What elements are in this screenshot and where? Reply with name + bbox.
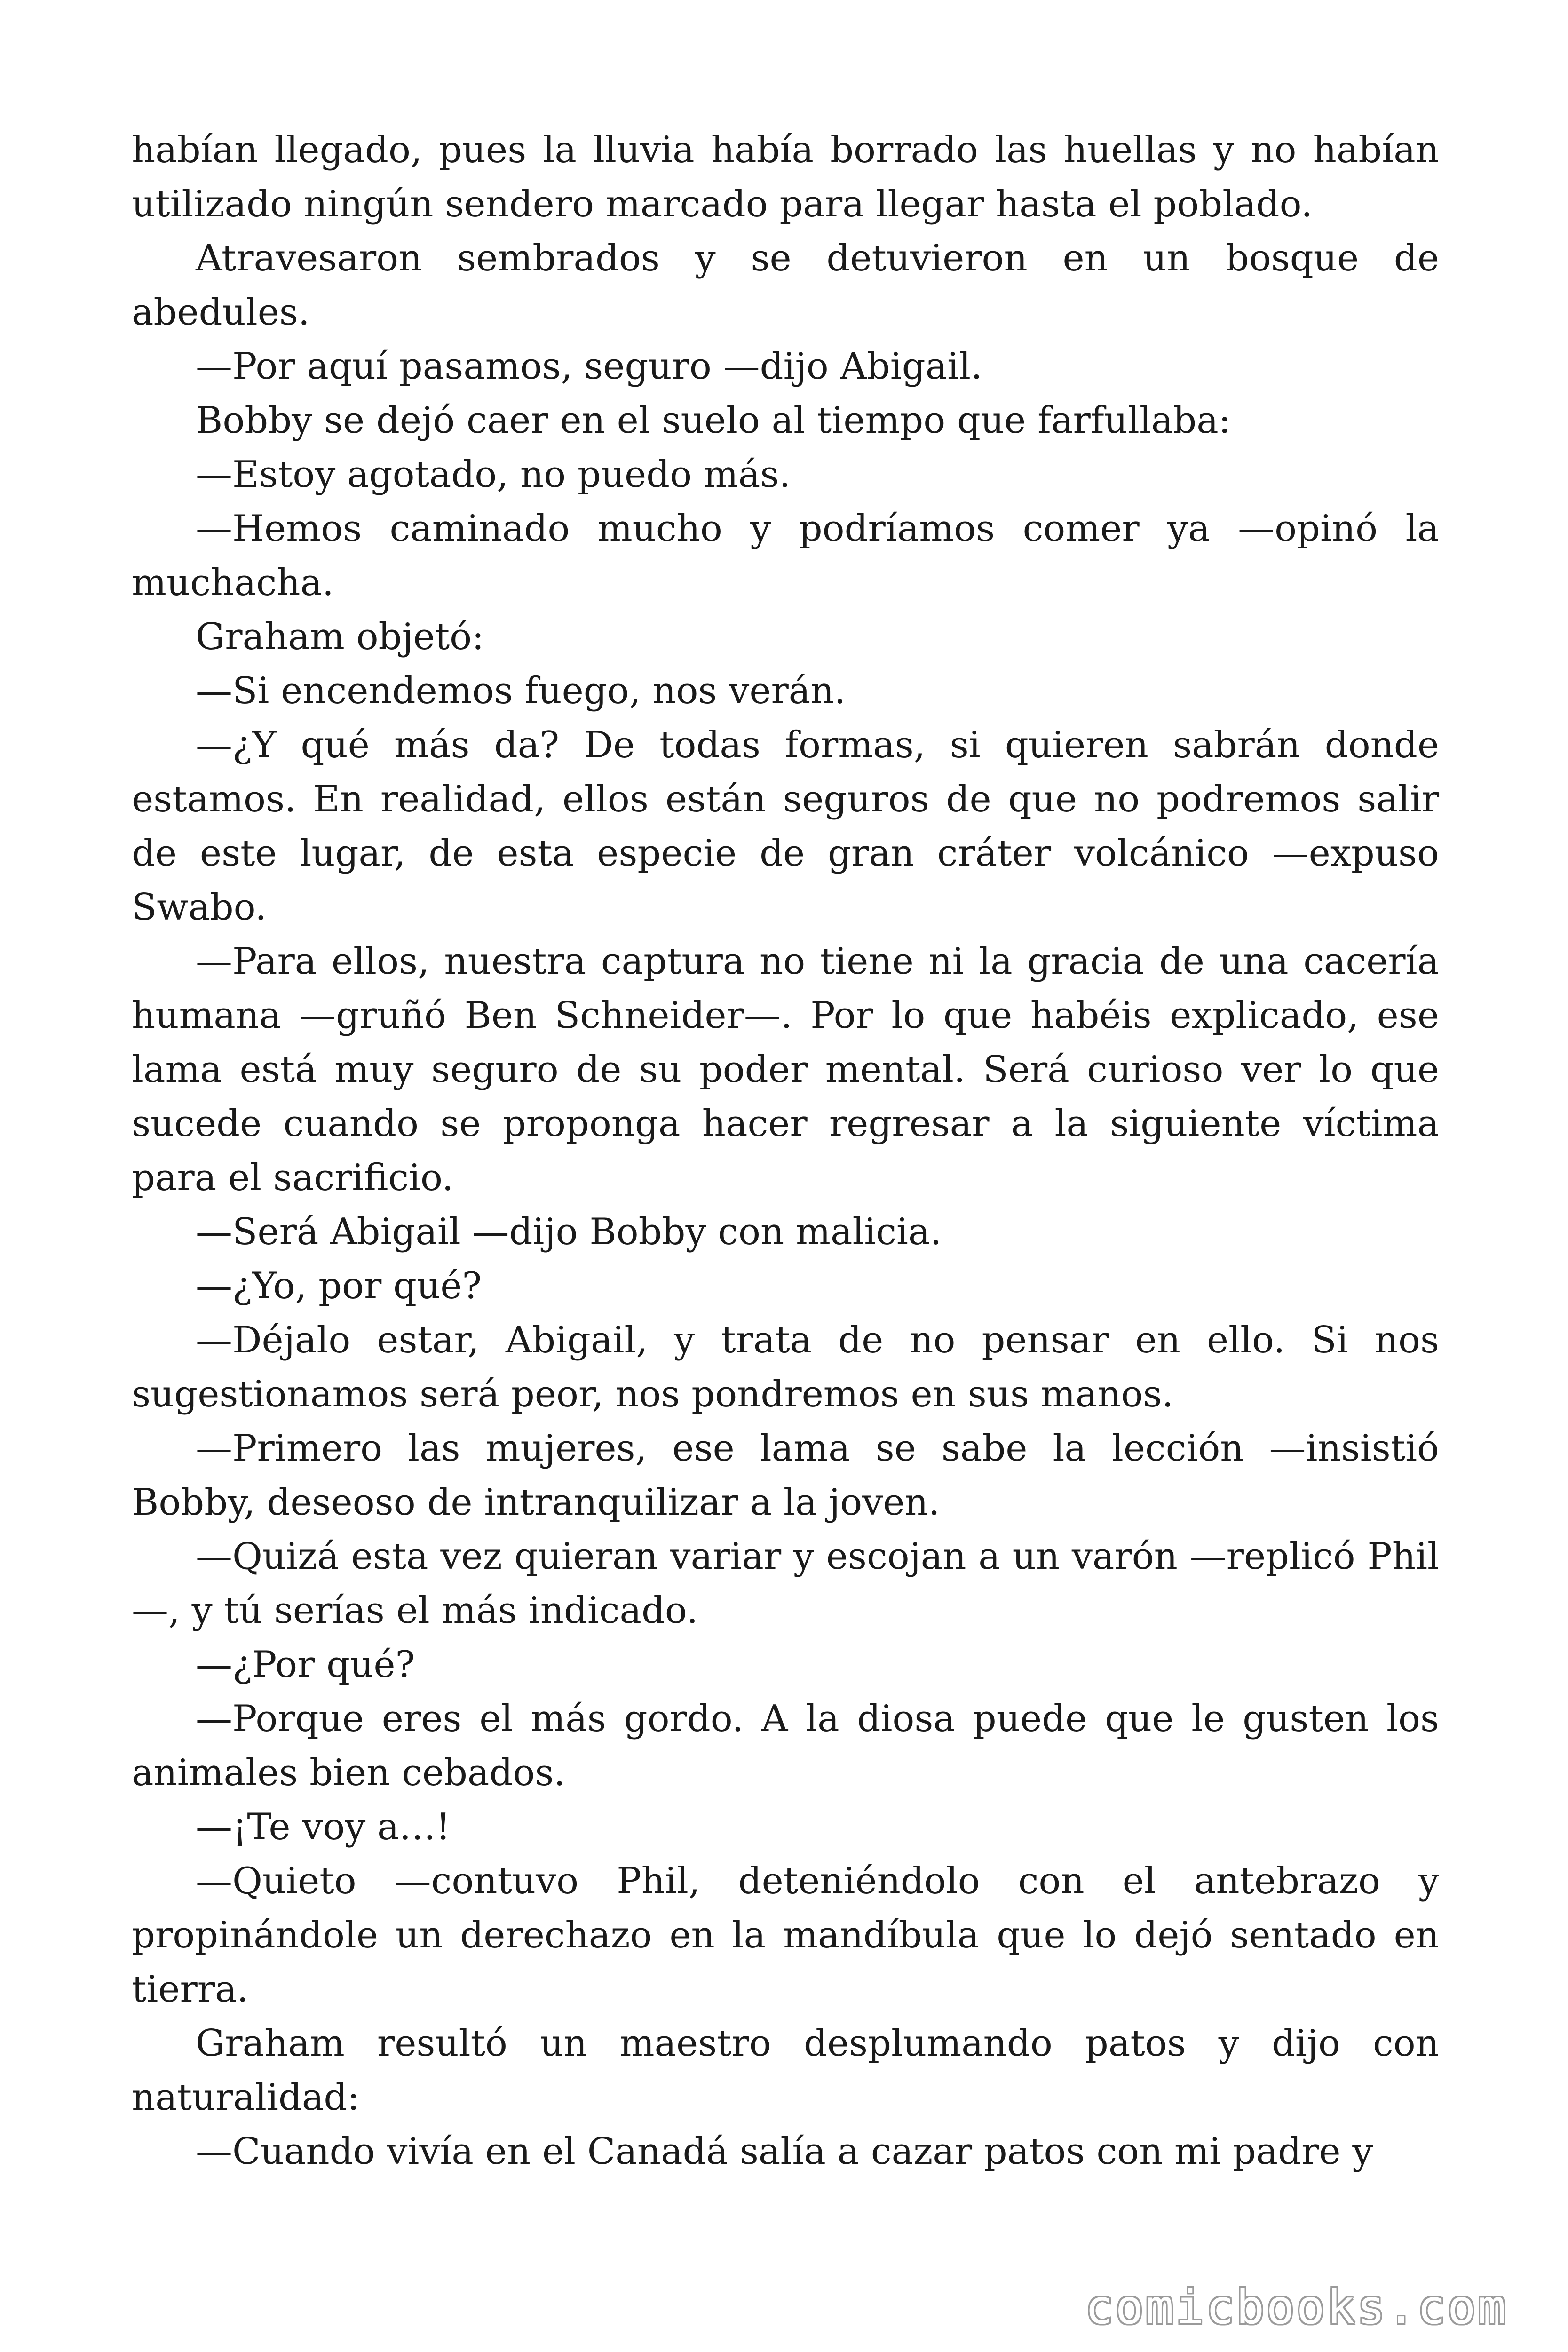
paragraph: —¿Y qué más da? De todas formas, si quieren sabrán donde estamos. En realidad, ellos están seguros de que no podremos salir de este lugar, de esta especie de gran cráter volcánico —expuso Swabo. xyxy=(132,724,1439,929)
paragraph: —Será Abigail —dijo Bobby con malicia. xyxy=(196,1211,942,1253)
paragraph: Bobby se dejó caer en el suelo al tiempo que farfullaba: xyxy=(196,399,1231,442)
paragraph: Graham objetó: xyxy=(196,616,484,658)
paragraph: —¿Yo, por qué? xyxy=(196,1265,482,1307)
paragraph: —¡Te voy a…! xyxy=(196,1806,451,1848)
paragraph: —Cuando vivía en el Canadá salía a cazar patos con mi padre y xyxy=(196,2130,1373,2173)
paragraph-continued: habían llegado, pues la lluvia había borrado las huellas y no habían utilizado ningún sendero marcado para llegar hasta el poblado. xyxy=(132,129,1439,225)
paragraph: —Quizá esta vez quieran variar y escojan a un varón —replicó Phil—, y tú serías el más indicado. xyxy=(132,1535,1439,1632)
paragraph: —¿Por qué? xyxy=(196,1644,415,1686)
paragraph: —Por aquí pasamos, seguro —dijo Abigail. xyxy=(196,345,982,388)
paragraph: —Porque eres el más gordo. A la diosa puede que le gusten los animales bien cebados. xyxy=(132,1698,1439,1794)
paragraph: —Hemos caminado mucho y podríamos comer ya —opinó la muchacha. xyxy=(132,508,1439,604)
paragraph: —Estoy agotado, no puedo más. xyxy=(196,453,791,496)
paragraph: —Si encendemos fuego, nos verán. xyxy=(196,670,846,712)
paragraph: —Para ellos, nuestra captura no tiene ni la gracia de una cacería humana —gruñó Ben Schneider—. Por lo que habéis explicado, ese lama está muy seguro de su poder mental. Será curioso ver lo que sucede cuando se proponga hacer regresar a la siguiente víctima para el sacrificio. xyxy=(132,940,1439,1199)
paragraph: —Déjalo estar, Abigail, y trata de no pensar en ello. Si nos sugestionamos será peor, nos pondremos en sus manos. xyxy=(132,1319,1439,1415)
paragraph: —Quieto —contuvo Phil, deteniéndolo con el antebrazo y propinándole un derechazo en la mandíbula que lo dejó sentado en tierra. xyxy=(132,1860,1439,2010)
paragraph: Atravesaron sembrados y se detuvieron en un bosque de abedules. xyxy=(132,237,1439,334)
paragraph: Graham resultó un maestro desplumando patos y dijo con naturalidad: xyxy=(132,2022,1439,2119)
book-page-text xyxy=(132,123,1439,2202)
paragraph: —Primero las mujeres, ese lama se sabe la lección —insistió Bobby, deseoso de intranquilizar a la joven. xyxy=(132,1427,1439,1524)
watermark-logo: comicbooks.com xyxy=(1085,2280,1508,2335)
